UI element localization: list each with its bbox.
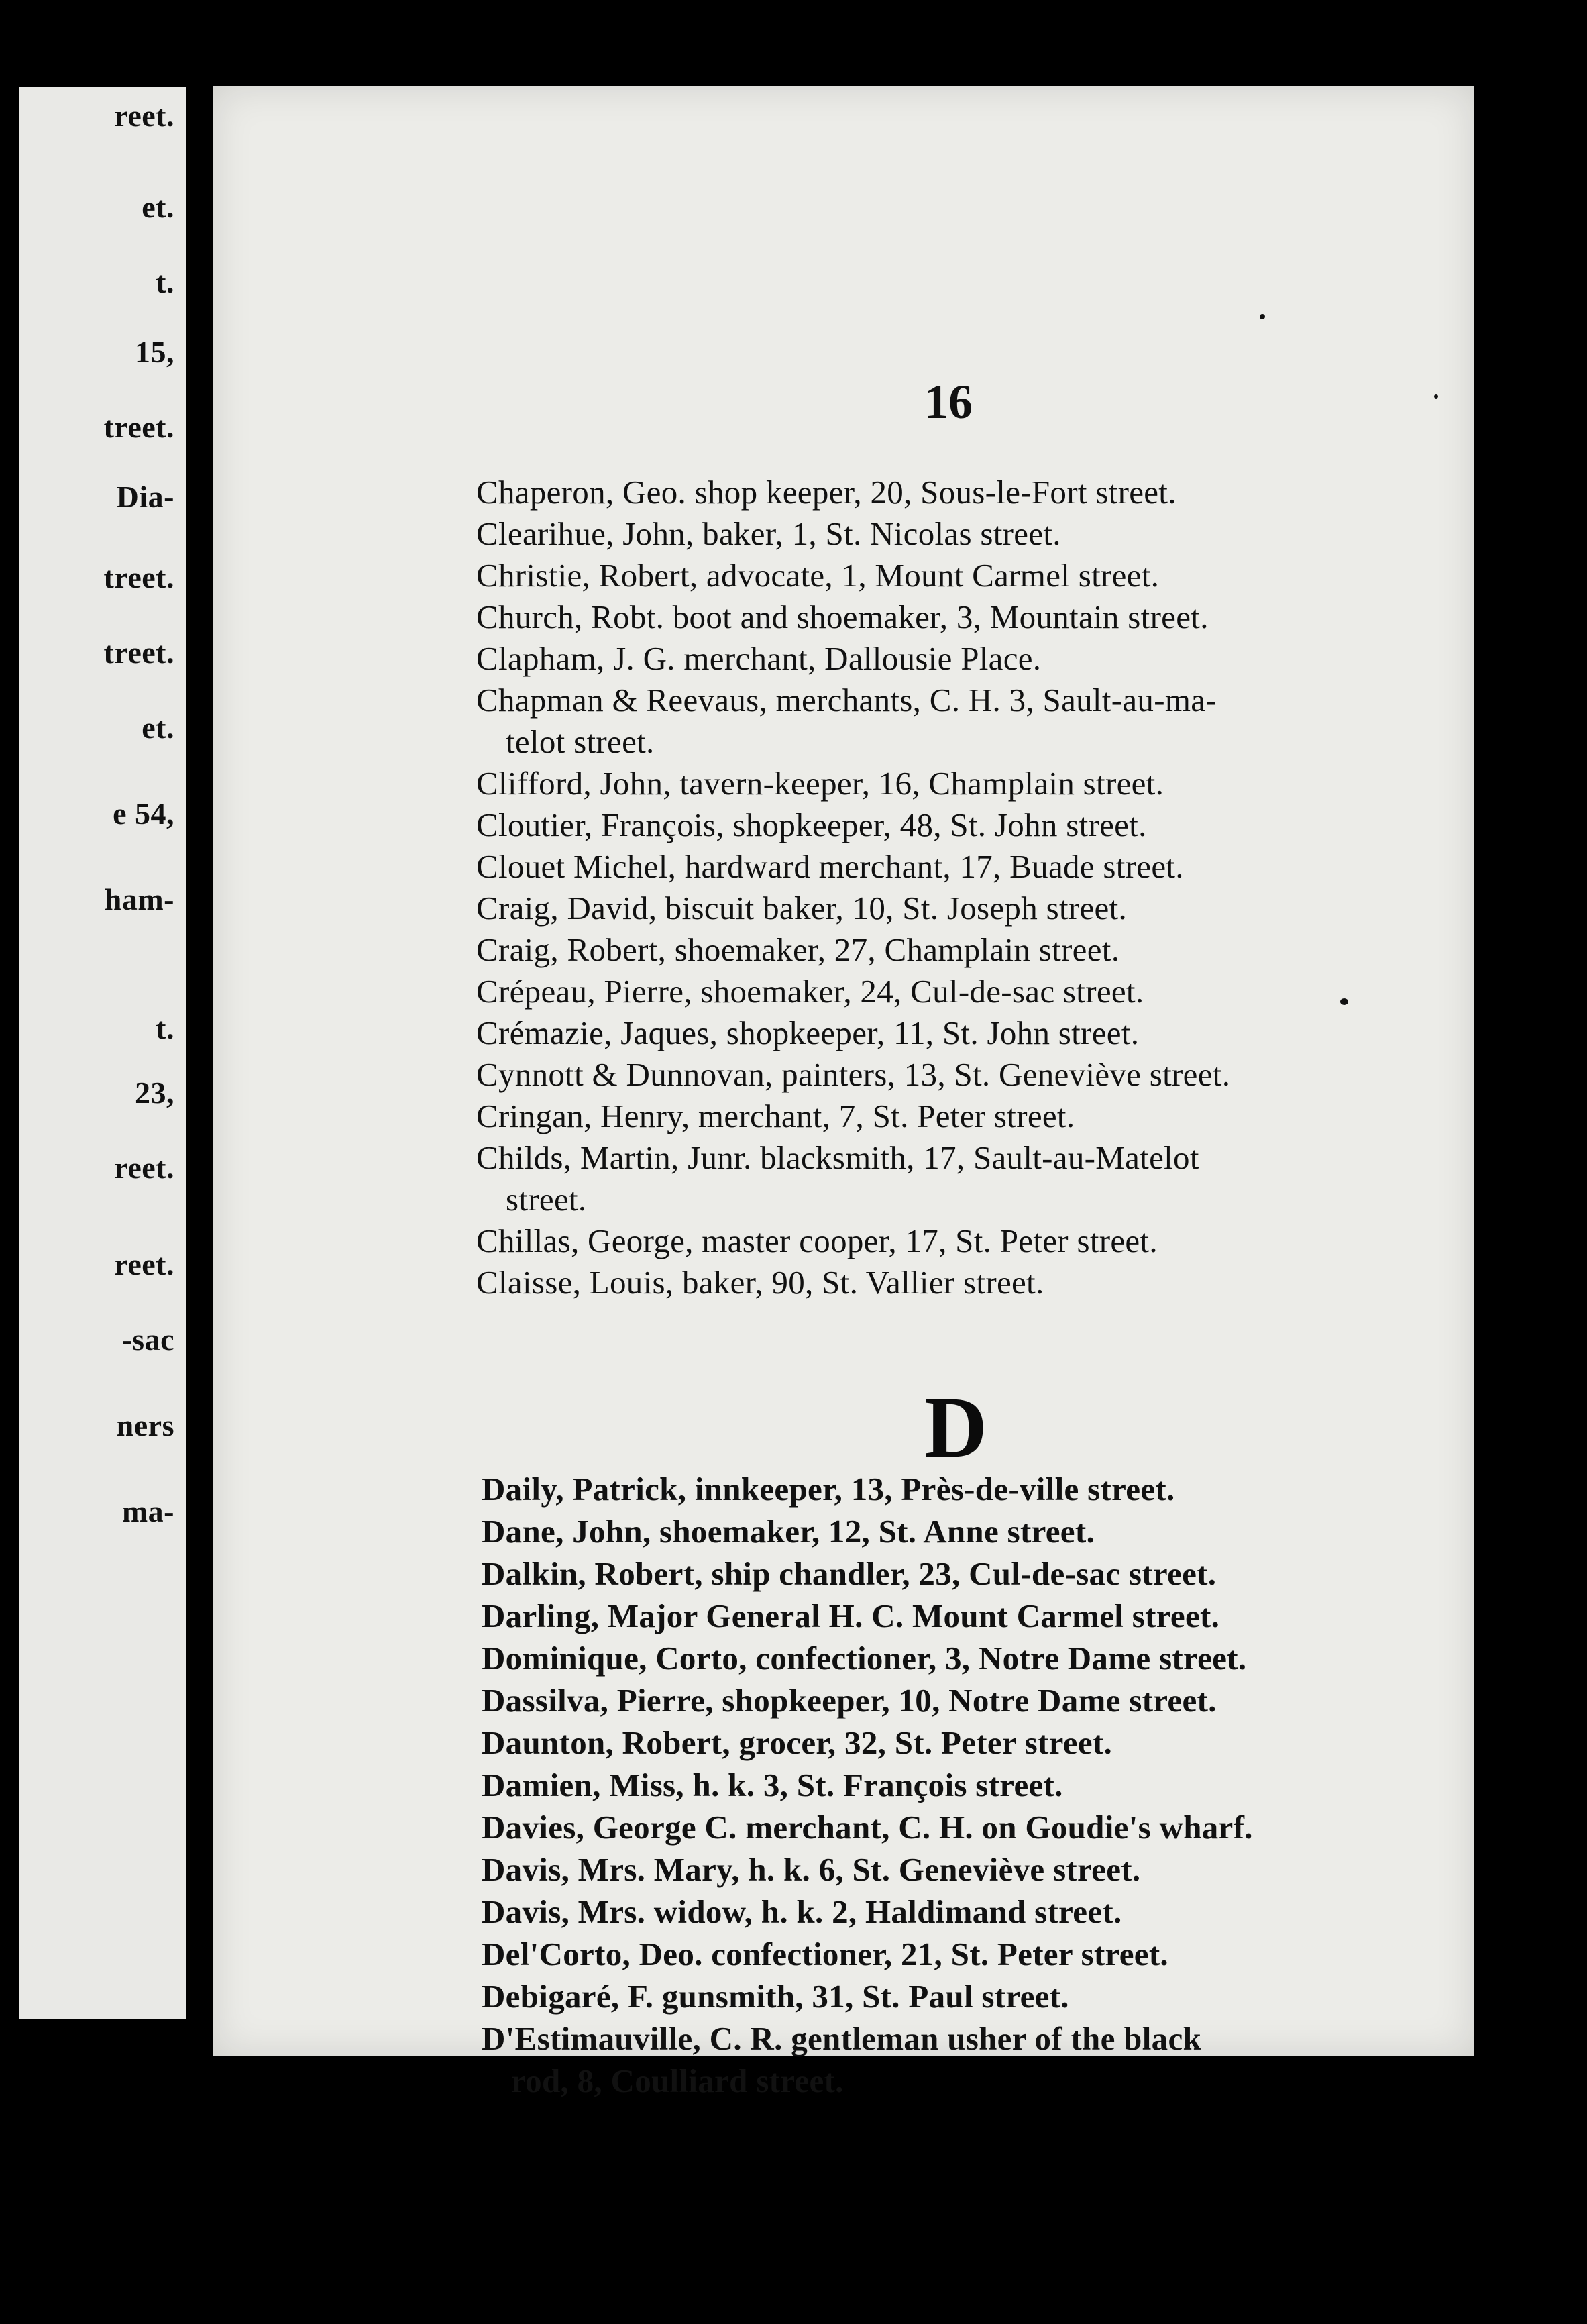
previous-page-fragment: treet. [103,410,174,444]
directory-entry [482,1891,1461,1933]
entry-continuation: telot street. [506,723,655,760]
entry-text: Crépeau, Pierre, shoemaker, 24, Cul-de-sac street. [476,973,1144,1010]
previous-page-fragment: ham- [104,882,174,916]
entry-continuation: rod, 8, Coulliard street. [511,2062,844,2099]
directory-entry [476,472,1456,513]
entry-text: Davis, Mrs. widow, h. k. 2, Haldimand street. [482,1893,1122,1930]
directory-entry [476,513,1456,555]
previous-page-fragment: reet. [114,99,174,133]
entry-text: Daunton, Robert, grocer, 32, St. Peter street. [482,1724,1113,1761]
previous-page-fragment: treet. [103,560,174,594]
directory-entry [482,1595,1461,1637]
previous-page-fragment: t. [156,1011,174,1045]
ink-speck [1434,394,1438,399]
directory-entry [476,638,1456,680]
directory-entry [476,1054,1456,1096]
directory-entry [482,1679,1461,1722]
previous-page-fragment: 23, [135,1075,174,1110]
previous-page-fragment: 15, [135,335,174,369]
entry-text: Chapman & Reevaus, merchants, C. H. 3, Sault-au-ma- [476,682,1217,719]
directory-entry [476,971,1456,1012]
directory-entry [476,596,1456,638]
entry-text: Del'Corto, Deo. confectioner, 21, St. Peter street. [482,1936,1168,1972]
directory-entry [476,680,1456,763]
directory-entry [482,1637,1461,1679]
directory-entry [482,1722,1461,1764]
entry-text: Debigaré, F. gunsmith, 31, St. Paul street. [482,1978,1069,2015]
directory-entry [476,763,1456,804]
entry-continuation: street. [506,1181,587,1218]
entry-text: D'Estimauville, C. R. gentleman usher of the black [482,2020,1202,2057]
entry-text: Davies, George C. merchant, C. H. on Goudie's wharf. [482,1809,1253,1846]
previous-page-fragment: e 54, [113,796,174,831]
directory-entry [482,1806,1461,1848]
directory-entry [482,1552,1461,1595]
entry-text: Clearihue, John, baker, 1, St. Nicolas street. [476,515,1061,552]
directory-entry [476,888,1456,929]
previous-page-fragment: reet. [114,1151,174,1185]
previous-page-fragment: treet. [103,635,174,670]
previous-page-fragment: Dia- [116,480,174,514]
ink-speck [1340,998,1348,1005]
directory-entry [476,1012,1456,1054]
entry-text: Damien, Miss, h. k. 3, St. François street. [482,1766,1063,1803]
entry-text: Darling, Major General H. C. Mount Carmel street. [482,1597,1220,1634]
entry-text: Childs, Martin, Junr. blacksmith, 17, Sault-au-Matelot [476,1139,1199,1176]
entry-text: Dalkin, Robert, ship chandler, 23, Cul-de-sac street. [482,1555,1217,1592]
entries-c-section [476,472,1456,1304]
previous-page-fragment: reet. [114,1247,174,1281]
entry-text: Chaperon, Geo. shop keeper, 20, Sous-le-Fort street. [476,474,1176,511]
directory-entry [476,555,1456,596]
entry-text: Chillas, George, master cooper, 17, St. Peter street. [476,1222,1158,1259]
directory-entry [476,804,1456,846]
directory-entry [482,1468,1461,1510]
previous-page-fragment: et. [142,190,174,224]
directory-entry [482,1848,1461,1891]
directory-entry [476,1096,1456,1137]
entry-text: Daily, Patrick, innkeeper, 13, Près-de-ville street. [482,1471,1175,1508]
entry-text: Craig, Robert, shoemaker, 27, Champlain street. [476,931,1120,968]
directory-entry [476,929,1456,971]
entries-d-section [482,1468,1461,2102]
previous-page-edge [19,87,186,2019]
entry-text: Claisse, Louis, baker, 90, St. Vallier street. [476,1264,1044,1301]
entry-text: Davis, Mrs. Mary, h. k. 6, St. Geneviève street. [482,1851,1141,1888]
section-letter-heading: D [924,1379,987,1476]
directory-entry [482,1764,1461,1806]
directory-entry [476,1137,1456,1220]
entry-text: Cringan, Henry, merchant, 7, St. Peter street. [476,1098,1075,1134]
previous-page-fragment: et. [142,710,174,745]
entry-text: Cloutier, François, shopkeeper, 48, St. John street. [476,806,1147,843]
entry-text: Clouet Michel, hardward merchant, 17, Buade street. [476,848,1184,885]
previous-page-fragment: t. [156,265,174,299]
directory-entry [482,1933,1461,1975]
previous-page-fragment: -sac [121,1322,174,1357]
entry-text: Cynnott & Dunnovan, painters, 13, St. Geneviève street. [476,1056,1231,1093]
entry-text: Dane, John, shoemaker, 12, St. Anne street. [482,1513,1095,1550]
entry-text: Crémazie, Jaques, shopkeeper, 11, St. John street. [476,1014,1140,1051]
entry-text: Clifford, John, tavern-keeper, 16, Champlain street. [476,765,1164,802]
previous-page-fragment: ma- [121,1494,174,1528]
directory-entry [482,2017,1461,2102]
entry-text: Christie, Robert, advocate, 1, Mount Carmel street. [476,557,1160,594]
directory-entry [476,846,1456,888]
entry-text: Clapham, J. G. merchant, Dallousie Place. [476,640,1042,677]
entry-text: Dominique, Corto, confectioner, 3, Notre Dame street. [482,1640,1247,1677]
entry-text: Craig, David, biscuit baker, 10, St. Joseph street. [476,890,1128,927]
ink-speck [1260,314,1265,319]
directory-entry [476,1220,1456,1262]
previous-page-fragment: ners [116,1408,174,1442]
entry-text: Dassilva, Pierre, shopkeeper, 10, Notre Dame street. [482,1682,1217,1719]
directory-page [213,86,1474,2099]
entry-text: Church, Robt. boot and shoemaker, 3, Mountain street. [476,598,1209,635]
directory-entry [476,1262,1456,1304]
directory-entry [482,1510,1461,1552]
directory-entry [482,1975,1461,2017]
page-number: 16 [924,375,973,429]
